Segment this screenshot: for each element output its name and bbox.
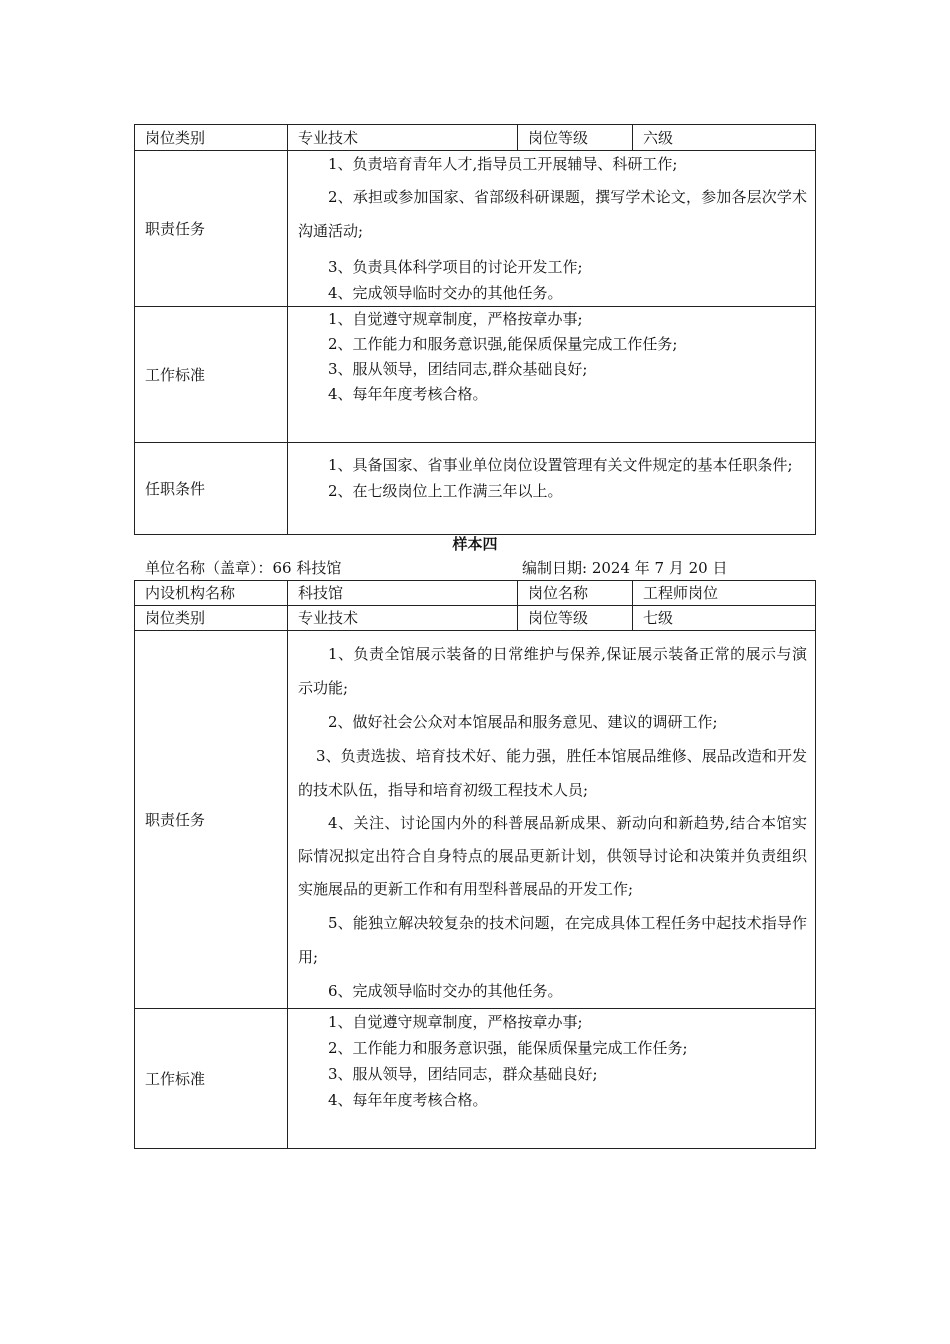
position-name-label: 岗位名称	[518, 581, 633, 606]
duty-item: 2、承担或参加国家、省部级科研课题，撰写学术论文，参加各层次学术沟通活动;	[298, 188, 807, 240]
standards-label: 工作标准	[135, 307, 288, 443]
category-value: 专业技术	[288, 125, 518, 151]
standard-item: 1、自觉遵守规章制度，严格按章办事;	[328, 310, 583, 328]
job-table-level-six	[134, 124, 816, 535]
standard-item: 4、每年年度考核合格。	[328, 385, 488, 403]
grade-label: 岗位等级	[518, 125, 633, 151]
duty-item: 3、负责选拔、培育技术好、能力强，胜任本馆展品维修、展品改造和开发的技术队伍，指导和培育初级工程技术人员;	[298, 747, 807, 799]
duties-content	[288, 631, 816, 1009]
duties-content	[288, 151, 816, 307]
duty-item: 3、负责具体科学项目的讨论开发工作;	[328, 258, 583, 276]
standard-item: 2、工作能力和服务意识强,能保质保量完成工作任务;	[328, 335, 678, 353]
duty-item: 2、做好社会公众对本馆展品和服务意见、建议的调研工作;	[328, 713, 718, 731]
category-label: 岗位类别	[135, 125, 288, 151]
duty-item: 4、关注、讨论国内外的科普展品新成果、新动向和新趋势,结合本馆实际情况拟定出符合自身特点的展品更新计划，供领导讨论和决策并负责组织实施展品的更新工作和有用型科普展品的开发工作;	[298, 814, 807, 898]
duties-label: 职责任务	[135, 151, 288, 307]
standards-label: 工作标准	[135, 1009, 288, 1149]
standards-content	[288, 307, 816, 443]
department-label: 内设机构名称	[135, 581, 288, 606]
position-name-value: 工程师岗位	[633, 581, 816, 606]
grade-label: 岗位等级	[518, 606, 633, 631]
qualification-label: 任职条件	[135, 443, 288, 535]
qualification-item: 2、在七级岗位上工作满三年以上。	[328, 482, 563, 500]
duty-item: 5、能独立解决较复杂的技术问题，在完成具体工程任务中起技术指导作用;	[298, 914, 807, 966]
grade-value: 六级	[633, 125, 816, 151]
standard-item: 1、自觉遵守规章制度，严格按章办事;	[328, 1013, 583, 1031]
duty-item: 1、负责培育青年人才,指导员工开展辅导、科研工作;	[328, 155, 678, 173]
standard-item: 3、服从领导，团结同志，群众基础良好;	[328, 1065, 598, 1083]
category-label: 岗位类别	[135, 606, 288, 631]
standard-item: 2、工作能力和服务意识强，能保质保量完成工作任务;	[328, 1039, 688, 1057]
duty-item: 4、完成领导临时交办的其他任务。	[328, 284, 563, 302]
compile-date: 编制日期: 2024 年 7 月 20 日	[522, 559, 728, 577]
standard-item: 3、服从领导，团结同志,群众基础良好;	[328, 360, 588, 378]
unit-name: 单位名称（盖章）：66 科技馆	[145, 559, 342, 577]
sample-title: 样本四	[452, 535, 498, 553]
department-value: 科技馆	[288, 581, 518, 606]
qualification-content	[288, 443, 816, 535]
standard-item: 4、每年年度考核合格。	[328, 1091, 488, 1109]
grade-value: 七级	[633, 606, 816, 631]
category-value: 专业技术	[288, 606, 518, 631]
qualification-item: 1、具备国家、省事业单位岗位设置管理有关文件规定的基本任职条件;	[328, 456, 793, 474]
duty-item: 6、完成领导临时交办的其他任务。	[328, 982, 563, 1000]
duties-label: 职责任务	[135, 631, 288, 1009]
duty-item: 1、负责全馆展示装备的日常维护与保养,保证展示装备正常的展示与演示功能;	[298, 645, 807, 697]
job-table-engineer	[134, 580, 816, 1149]
standards-content	[288, 1009, 816, 1149]
